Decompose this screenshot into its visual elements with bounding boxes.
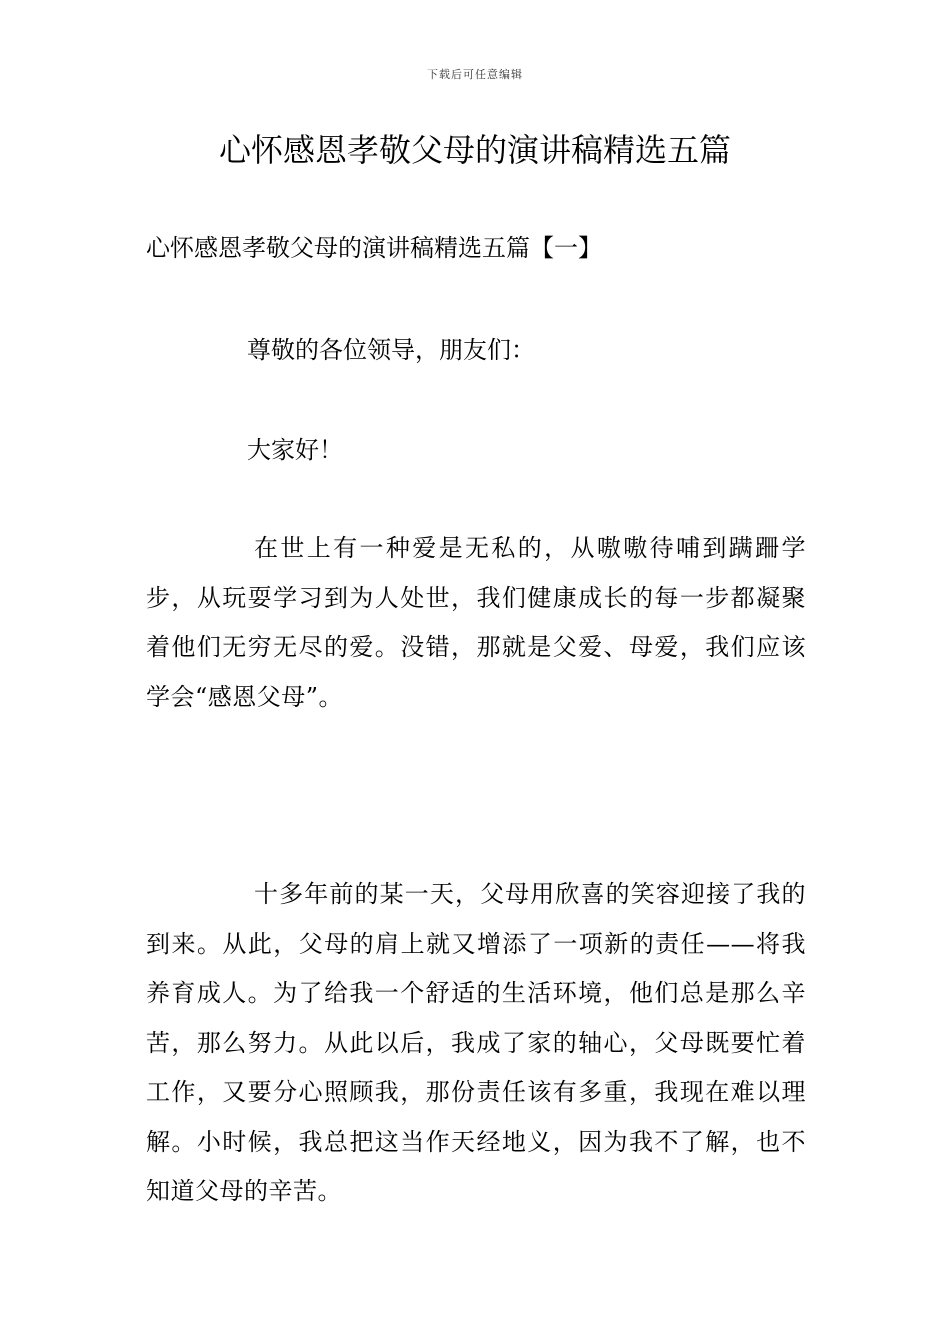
body-paragraph-2: 十多年前的某一天，父母用欣喜的笑容迎接了我的到来。从此，父母的肩上就又增添了一项新的责任——将我养育成人。为了给我一个舒适的生活环境，他们总是那么辛苦，那么努力。从此以后，我成了家的轴心，父母既要忙着工作，又要分心照顾我，那份责任该有多重，我现在难以理解。小时候，我总把这当作天经地义，因为我不了解，也不知道父母的辛苦。 [146, 880, 806, 1205]
section-heading: 心怀感恩孝敬父母的演讲稿精选五篇【一】 [146, 234, 602, 262]
body-paragraph-1: 在世上有一种爱是无私的，从嗷嗷待哺到蹒跚学步，从玩耍学习到为人处世，我们健康成长的每一步都凝聚着他们无穷无尽的爱。没错，那就是父爱、母爱，我们应该学会“感恩父母”。 [146, 534, 806, 711]
header-note: 下载后可任意编辑 [427, 68, 523, 81]
greeting-hello: 大家好！ [247, 436, 343, 464]
document-title: 心怀感恩孝敬父母的演讲稿精选五篇 [218, 131, 731, 169]
greeting-salutation: 尊敬的各位领导，朋友们： [247, 336, 535, 364]
